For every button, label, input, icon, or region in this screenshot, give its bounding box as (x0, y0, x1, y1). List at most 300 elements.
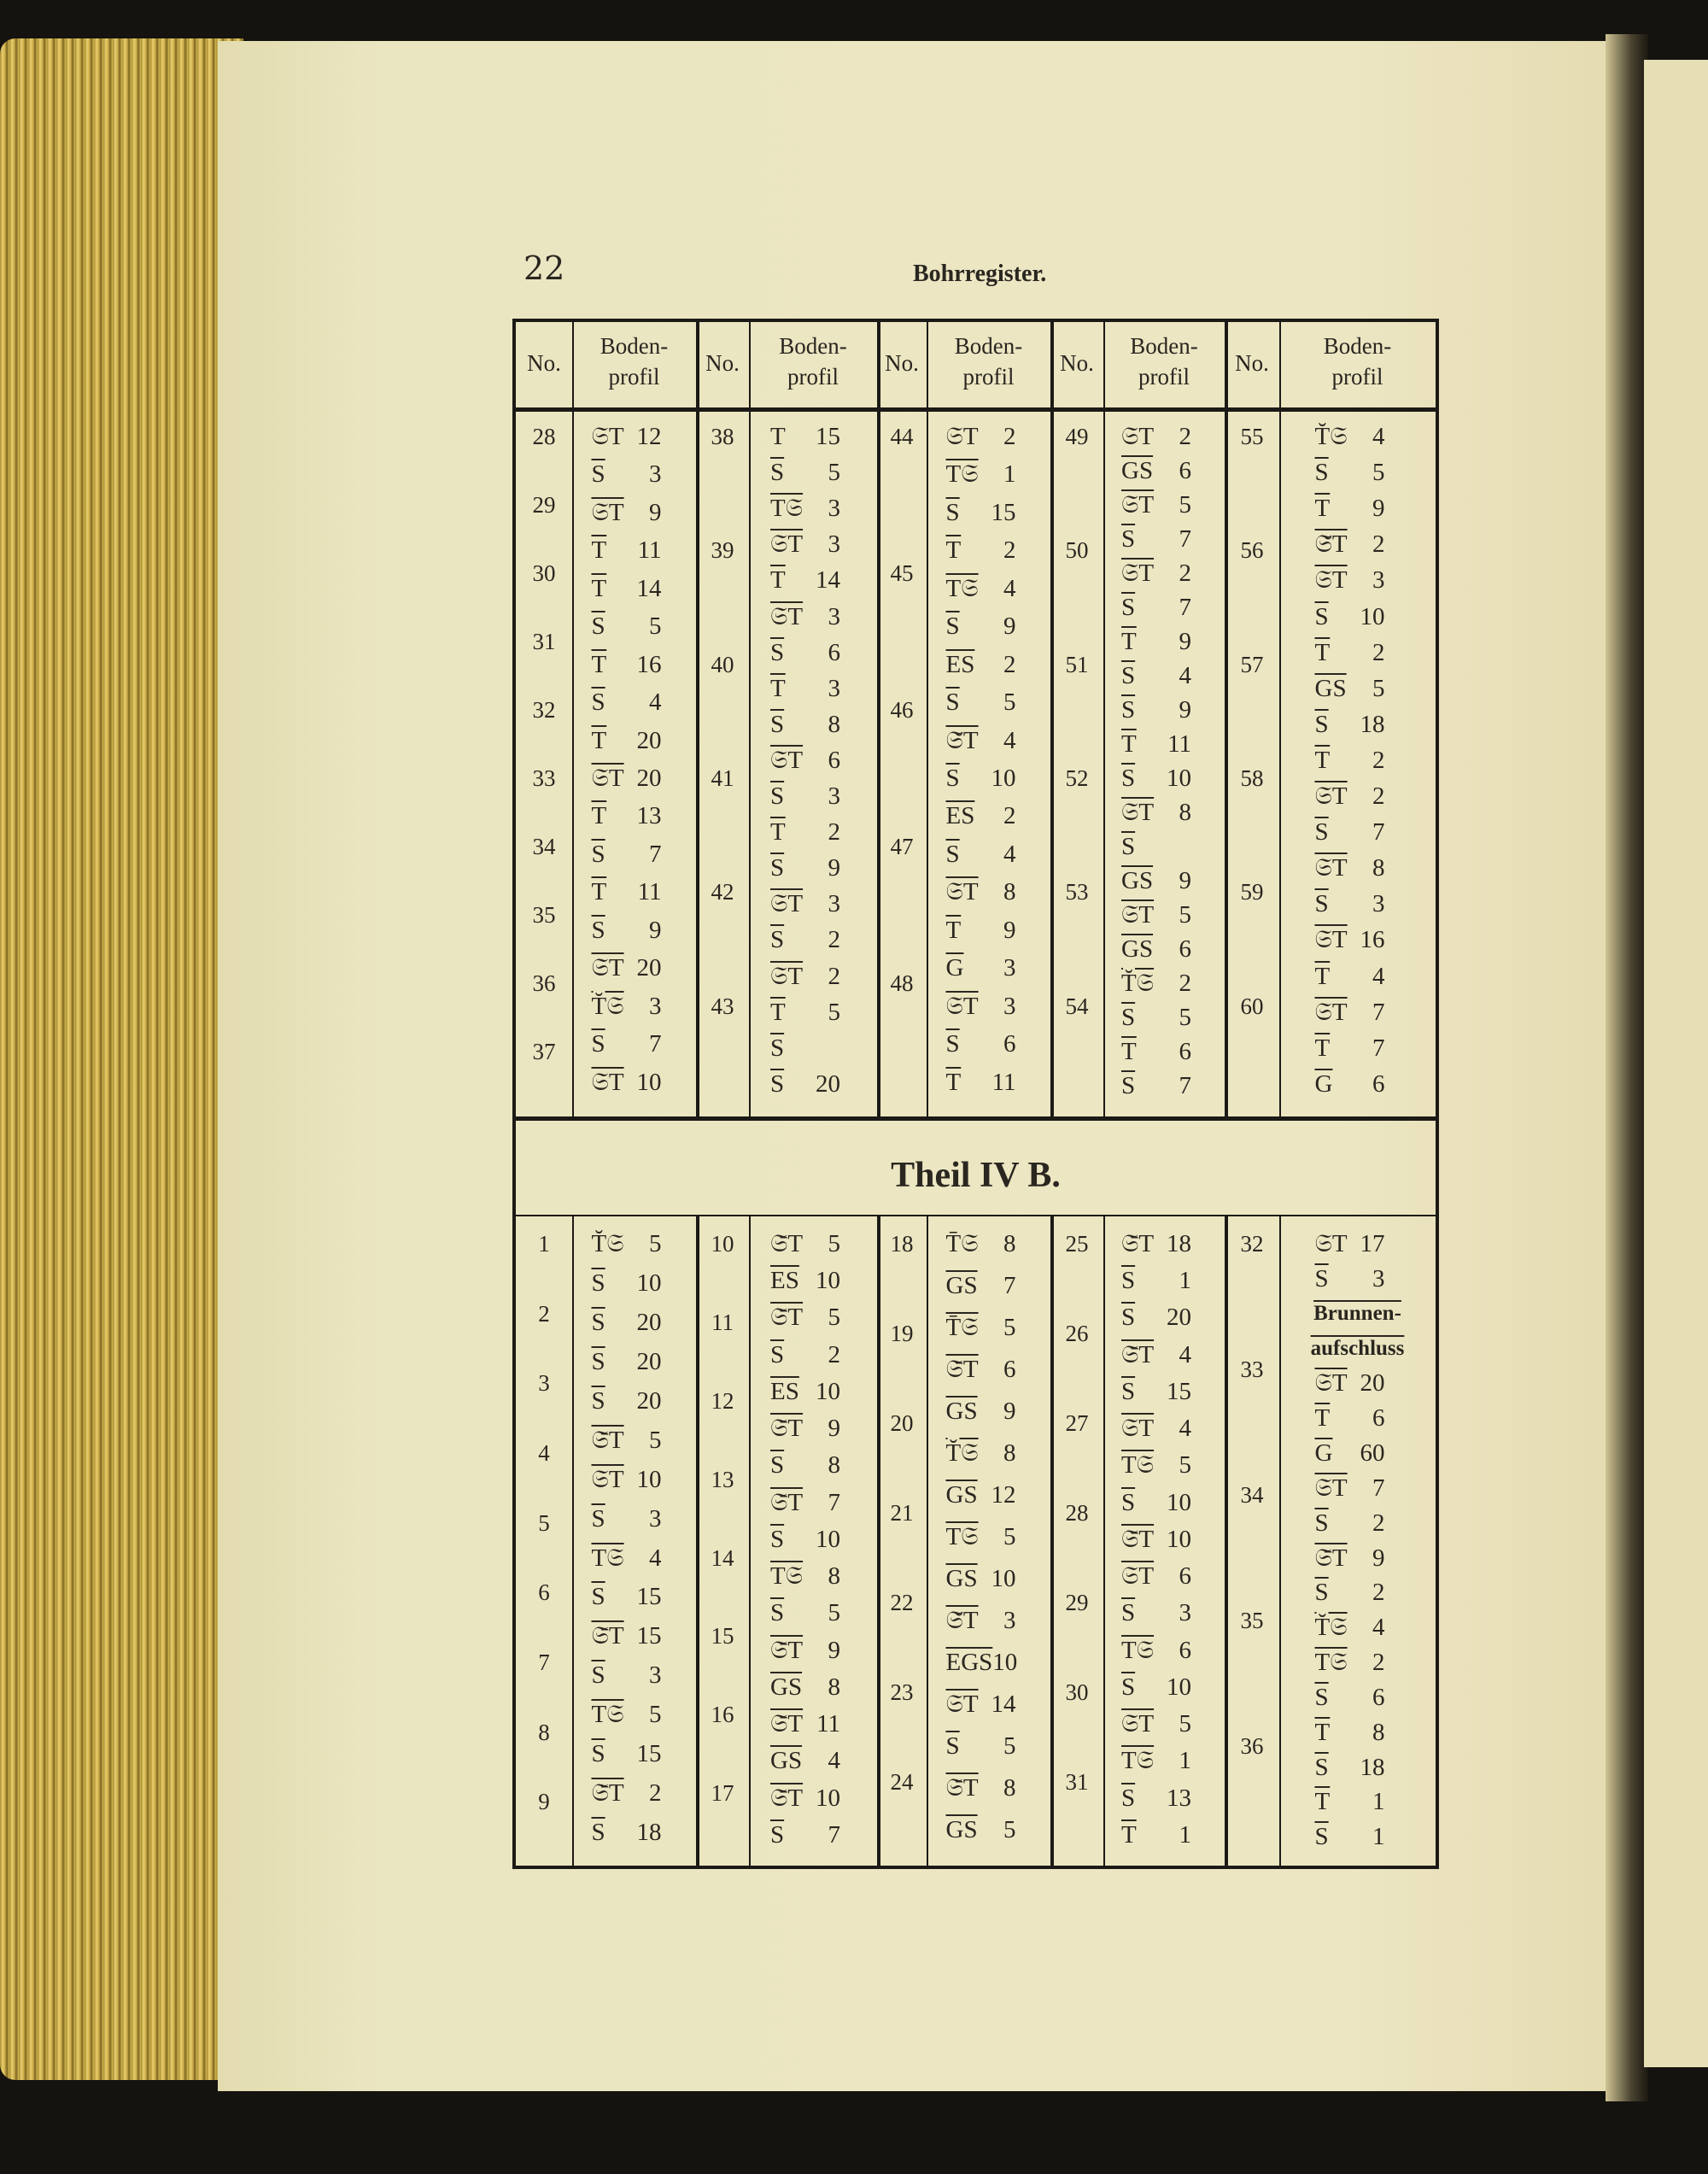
profil-line (1121, 1228, 1191, 1260)
profil-line (946, 762, 1016, 794)
profil-depth: 2 (1372, 1579, 1385, 1607)
profil-depth: 5 (1179, 1004, 1191, 1031)
bohrung-no: 36 (1240, 1733, 1264, 1759)
profil-layer: $\overline{S}$ (1121, 594, 1136, 621)
profil-layer: T̆𝔖 (1314, 1614, 1348, 1642)
profil-layer: $\overline{T}$ (591, 802, 607, 830)
profil-line (1315, 456, 1385, 489)
profil-depth: 9 (1372, 1544, 1385, 1572)
bohrung-no: 20 (890, 1410, 914, 1436)
profil-line (592, 800, 662, 832)
profil-line (770, 456, 840, 489)
profil-layer: 𝔖T (770, 530, 804, 559)
profil-layer: $\overline{T}$ (1314, 1404, 1331, 1433)
profil-line (946, 914, 1016, 946)
profil-depth: 10 (816, 1267, 840, 1295)
profil-layer: 𝔖̄T (1314, 1544, 1348, 1572)
profil-depth: 9 (1003, 612, 1016, 641)
profil-line (1121, 1486, 1191, 1519)
profil-layer: $\overline{S}$ (591, 460, 605, 489)
bohrung-no: 16 (711, 1702, 734, 1728)
header-rule (516, 407, 1436, 412)
bohrung-no: 36 (532, 970, 556, 996)
profil-layer: 𝔖T (591, 954, 624, 982)
profil-line (1315, 1507, 1385, 1539)
profil-line (770, 1412, 840, 1444)
profil-layer: T𝔖 (591, 1701, 624, 1729)
profil-line (946, 952, 1016, 984)
profil-depth: 10 (816, 1377, 840, 1405)
profil-layer: $\overline{T}$ (1314, 495, 1331, 523)
profil-layer: 𝔖T (1314, 998, 1348, 1026)
profil-depth: 8 (1003, 1774, 1016, 1802)
profil-depth: 8 (1179, 799, 1191, 826)
profil-line (770, 816, 840, 848)
profil-line (1121, 1264, 1191, 1297)
book-gutter (1606, 34, 1648, 2101)
profil-depth: 18 (1360, 710, 1385, 738)
profil-depth: 5 (1179, 491, 1191, 519)
profil-depth: 5 (649, 612, 662, 641)
group-divider-top (696, 322, 699, 1116)
profil-layer: 𝔖T (1314, 782, 1348, 811)
bohrung-no: 55 (1240, 424, 1264, 449)
profil-depth: 7 (1003, 1272, 1016, 1299)
profil-line (592, 1737, 662, 1770)
col-divider-top (749, 322, 751, 1116)
profil-layer: T̄𝔖 (945, 1314, 979, 1341)
profil-depth: 9 (649, 498, 662, 526)
profil-depth: 20 (636, 1347, 662, 1375)
profil-depth: 3 (649, 1661, 662, 1690)
profil-depth: 4 (1372, 1614, 1385, 1642)
profil-depth: 5 (1372, 674, 1385, 702)
profil-depth: 2 (828, 1340, 840, 1368)
bohrung-no: 11 (711, 1309, 734, 1335)
profil-layer: 𝔖T (1121, 1710, 1155, 1738)
profil-layer: T𝔖 (945, 1523, 979, 1550)
profil-depth: 1 (1179, 1747, 1191, 1775)
profil-depth: 5 (828, 998, 840, 1026)
bohrung-no: 22 (890, 1590, 914, 1615)
profil-depth: 8 (1003, 1230, 1016, 1257)
bohrung-no: 21 (890, 1500, 914, 1526)
profil-layer: T (770, 423, 786, 450)
profil-layer: 𝔖̄T (1121, 1230, 1155, 1257)
facing-page-edge (1644, 60, 1708, 2067)
profil-layer: $\overline{S}$ (591, 1583, 605, 1611)
profil-line (1315, 1032, 1385, 1064)
profil-depth: 5 (1003, 1523, 1016, 1550)
profil-line (770, 1228, 840, 1260)
bohrung-no: 34 (532, 834, 556, 859)
profil-line (770, 744, 840, 776)
profil-depth: 10 (1360, 602, 1385, 630)
profil-depth: 10 (992, 1649, 1018, 1676)
profil-line (1315, 1402, 1385, 1434)
profil-layer: $\overline{G}$ (1314, 1069, 1333, 1098)
profil-layer: $\overline{S}$ (591, 1661, 605, 1690)
profil-layer: $\overline{S}$ (591, 1269, 605, 1297)
profil-depth: 8 (828, 1451, 840, 1480)
profil-layer: 𝔖T (591, 498, 624, 526)
bohrung-no: 18 (890, 1231, 914, 1257)
profil-depth: 1 (1372, 1823, 1385, 1851)
profil-depth: 18 (1360, 1753, 1385, 1781)
profil-layer: $\overline{T}$ (1121, 628, 1137, 655)
bohrung-no: 8 (538, 1719, 550, 1745)
profil-line (946, 1479, 1016, 1511)
profil-layer: $\overline{ES}$ (770, 1377, 799, 1405)
group-divider-bottom (1225, 1215, 1228, 1866)
profil-depth: 5 (1003, 689, 1016, 717)
profil-layer: $\overline{T}$ (1314, 1788, 1331, 1816)
profil-depth: 2 (1372, 782, 1385, 811)
profil-layer: $\overline{S}$ (945, 1732, 960, 1760)
profil-line (1121, 967, 1191, 999)
bohrung-no: 28 (1065, 1500, 1089, 1526)
profil-layer: $\overline{T}$ (591, 574, 607, 602)
bohrung-no: 60 (1240, 993, 1264, 1019)
profil-line (1315, 780, 1385, 812)
profil-depth: 2 (1179, 970, 1191, 997)
profil-line (1315, 816, 1385, 848)
profil-depth: 2 (1003, 802, 1016, 830)
profil-depth: 10 (636, 1269, 662, 1297)
profil-layer: $\overline{S}$ (1314, 818, 1329, 847)
profil-layer: $\overline{S}$ (1121, 1267, 1136, 1295)
profil-depth: 15 (1167, 1377, 1191, 1405)
bohrung-no: 15 (711, 1623, 734, 1650)
profil-layer: T̆𝔖 (591, 992, 624, 1020)
profil-depth: 6 (1372, 1069, 1385, 1098)
profil-depth: 6 (1179, 457, 1191, 484)
profil-depth: 10 (636, 1068, 662, 1096)
profil-line (1121, 830, 1191, 863)
profil-layer: 𝔖T (770, 602, 804, 630)
profil-layer: $\overline{S}$ (591, 1740, 605, 1768)
profil-line (1121, 1708, 1191, 1740)
profil-line (770, 492, 840, 524)
group-divider-top (1050, 322, 1054, 1116)
bohrung-no: 10 (711, 1231, 734, 1257)
group-divider-bottom (877, 1215, 880, 1866)
profil-depth: 4 (1179, 662, 1191, 689)
profil-depth: 8 (1372, 854, 1385, 882)
bohrung-no: 2 (538, 1300, 550, 1327)
profil-layer: 𝔖T (770, 746, 804, 774)
profil-layer: $\overline{S}$ (770, 1034, 785, 1062)
profil-line (1121, 420, 1191, 453)
profil-layer: $\overline{S}$ (591, 1030, 605, 1058)
profil-layer: 𝔖T (591, 423, 624, 450)
bohrung-no: 17 (711, 1780, 734, 1807)
profil-layer: $\overline{S}$ (770, 710, 785, 738)
profil-line (770, 1339, 840, 1371)
profil-layer: $\overline{S}$ (1314, 1509, 1329, 1537)
profil-line (592, 1777, 662, 1809)
bohrung-no: 9 (538, 1789, 550, 1815)
profil-layer: 𝔖̄T (770, 1710, 804, 1738)
profil-depth: 9 (828, 854, 840, 882)
profil-line (1121, 1449, 1191, 1481)
profil-line (592, 1620, 662, 1652)
profil-depth: 6 (1179, 1562, 1191, 1591)
profil-line (770, 852, 840, 884)
col-divider-bottom (927, 1215, 928, 1866)
profil-layer: $\overline{T}$ (1314, 746, 1331, 774)
profil-depth: 6 (1003, 1030, 1016, 1058)
profil-layer: $\overline{S}$ (1121, 1673, 1136, 1701)
profil-layer: $\overline{GS}$ (945, 1481, 978, 1509)
profil-line (946, 1269, 1016, 1302)
profil-depth: 4 (1003, 574, 1016, 602)
profil-line (770, 1301, 840, 1333)
bohrung-no: 30 (532, 560, 556, 586)
profil-depth: 2 (1179, 560, 1191, 587)
profil-line (770, 1449, 840, 1481)
bohrung-no: 58 (1240, 765, 1264, 791)
profil-line (1315, 1576, 1385, 1609)
profil-line (770, 1819, 840, 1851)
profil-depth: 10 (991, 1565, 1016, 1592)
bohrung-no: 45 (890, 560, 914, 586)
profil-layer: 𝔖̄T (770, 1230, 804, 1257)
profil-depth: 5 (828, 459, 840, 487)
profil-line (1315, 1751, 1385, 1784)
profil-line (1315, 601, 1385, 633)
bohrung-no: 25 (1065, 1231, 1089, 1257)
profil-depth: 11 (816, 1710, 840, 1738)
profil-line (592, 1816, 662, 1849)
header-bodenprofil: Boden- profil (779, 333, 847, 390)
bohrung-no: 13 (711, 1466, 734, 1492)
profil-layer: 𝔖̄T (945, 1774, 979, 1802)
bohrung-no: 41 (711, 765, 734, 791)
group-divider-bottom (696, 1215, 699, 1866)
profil-depth: 10 (991, 765, 1016, 792)
profil-layer: $\overline{S}$ (1314, 710, 1329, 738)
profil-depth: 12 (991, 1481, 1016, 1509)
bohrung-no: 30 (1065, 1679, 1089, 1705)
profil-line (592, 1267, 662, 1299)
profil-depth: 2 (1179, 423, 1191, 450)
profil-line (1121, 659, 1191, 692)
bohrung-no: 51 (1065, 651, 1089, 677)
profil-depth: 3 (1372, 1264, 1385, 1292)
profil-depth: 4 (1003, 840, 1016, 868)
profil-line (1315, 636, 1385, 669)
profil-line (592, 572, 662, 605)
profil-line (592, 610, 662, 642)
profil-line (1315, 1611, 1385, 1644)
section-title: Theil IV B. (891, 1156, 1061, 1195)
profil-depth: 8 (1003, 1439, 1016, 1467)
profil-line (770, 888, 840, 920)
profil-line (770, 564, 840, 596)
bohrung-no: 7 (538, 1650, 550, 1675)
profil-line (1315, 852, 1385, 884)
profil-line (946, 838, 1016, 870)
header-bodenprofil: Boden- profil (600, 333, 669, 390)
profil-line (770, 1671, 840, 1703)
profil-line (1315, 708, 1385, 741)
profil-line (1315, 1472, 1385, 1504)
profil-depth: 7 (649, 1030, 662, 1058)
profil-line (770, 1032, 840, 1064)
profil-depth: 16 (1360, 926, 1385, 954)
profil-depth: 12 (636, 423, 662, 450)
profil-depth: 9 (1003, 1398, 1016, 1425)
header-no: No. (705, 350, 740, 376)
profil-line (592, 1424, 662, 1456)
profil-depth: 2 (1372, 530, 1385, 559)
profil-depth: 9 (1179, 867, 1191, 894)
profil-depth: 5 (1003, 1732, 1016, 1760)
profil-line (1121, 625, 1191, 658)
header-no: No. (1060, 350, 1094, 376)
profil-line (592, 1028, 662, 1060)
profil-layer: $\overline{S}$ (1121, 765, 1136, 792)
profil-depth: 5 (1179, 901, 1191, 929)
profil-line (1121, 694, 1191, 726)
profil-depth: 14 (636, 574, 662, 602)
col-divider-top (1279, 322, 1281, 1116)
section-rule-bottom (516, 1215, 1436, 1216)
profil-line (1121, 899, 1191, 931)
profil-line (592, 1503, 662, 1535)
profil-layer: $\overline{GS}$ (770, 1673, 803, 1701)
bohrung-no: 29 (1065, 1590, 1089, 1615)
profil-layer: $\overline{T}$ (1121, 730, 1137, 758)
profil-layer: $\overline{S}$ (945, 1030, 960, 1058)
profil-depth: 9 (1179, 628, 1191, 655)
profil-depth: 6 (828, 638, 840, 666)
profil-depth: 7 (1179, 594, 1191, 621)
profil-depth: 2 (828, 926, 840, 954)
profil-line (1315, 744, 1385, 776)
profil-depth: 5 (649, 1230, 662, 1257)
profil-line (1315, 1263, 1385, 1295)
profil-line (1121, 489, 1191, 521)
profil-depth: 2 (1372, 1649, 1385, 1676)
profil-depth: 5 (1179, 1451, 1191, 1480)
profil-line (1121, 796, 1191, 829)
profil-depth: 2 (1003, 423, 1016, 450)
profil-layer: $\overline{ES}$ (945, 650, 975, 678)
profil-layer: T𝔖 (945, 574, 979, 602)
profil-layer: T̆𝔖 (591, 1230, 624, 1257)
bohrregister-table (512, 319, 1439, 1869)
profil-depth: 3 (828, 674, 840, 702)
profil-layer: $\overline{T}$ (1314, 1718, 1331, 1746)
profil-layer: $\overline{GS}$ (1121, 935, 1154, 963)
profil-layer: 𝔖̄T (770, 1636, 804, 1664)
profil-line (770, 672, 840, 705)
profil-line (592, 724, 662, 757)
profil-layer: 𝔖̄T (591, 1622, 624, 1650)
profil-depth: 20 (636, 954, 662, 982)
profil-layer: $\overline{S}$ (1121, 1488, 1136, 1516)
profil-layer: 𝔖T (1121, 491, 1155, 519)
profil-line (1121, 1671, 1191, 1703)
profil-depth: 10 (1167, 1488, 1191, 1516)
profil-line (1121, 1412, 1191, 1444)
profil-layer: 𝔖T (1121, 1415, 1155, 1443)
bohrung-no: 26 (1065, 1321, 1089, 1346)
profil-layer: $\overline{S}$ (770, 782, 785, 811)
col-divider-top (572, 322, 574, 1116)
profil-layer: $\overline{G}$ (1314, 1439, 1333, 1467)
profil-line (946, 1353, 1016, 1386)
profil-line (946, 534, 1016, 566)
profil-layer: $\overline{GS}$ (1121, 867, 1154, 894)
profil-layer: $\overline{S}$ (770, 926, 785, 954)
profil-layer: $\overline{S}$ (1121, 1304, 1136, 1332)
profil-depth: 2 (1003, 536, 1016, 565)
bohrung-no: 52 (1065, 765, 1089, 791)
profil-line (1121, 1375, 1191, 1408)
profil-layer: 𝔖T (1121, 799, 1155, 826)
profil-depth: 3 (1372, 566, 1385, 595)
profil-layer: 𝔖T (770, 890, 804, 918)
profil-layer: 𝔖̄T (591, 1426, 624, 1454)
profil-layer: $\overline{T}$ (770, 818, 786, 847)
profil-depth: 20 (1167, 1304, 1191, 1332)
profil-line (770, 1375, 840, 1408)
bohrung-no: 23 (890, 1679, 914, 1705)
profil-line (946, 610, 1016, 642)
profil-line (1315, 1681, 1385, 1714)
profil-line (592, 1659, 662, 1691)
profil-line (1121, 1597, 1191, 1629)
profil-layer: 𝔖̄T (1121, 1340, 1155, 1368)
bohrung-no: 59 (1240, 879, 1264, 905)
profil-depth: 5 (828, 1230, 840, 1257)
profil-depth: 7 (1179, 525, 1191, 553)
profil-line (770, 1560, 840, 1592)
profil-layer: 𝔖T (1314, 854, 1348, 882)
profil-depth: 7 (1372, 1034, 1385, 1062)
bohrung-no: 32 (1240, 1231, 1264, 1257)
profil-layer: $\overline{G}$ (945, 954, 964, 982)
profil-line (770, 420, 840, 453)
profil-line (592, 990, 662, 1023)
profil-line (1121, 1782, 1191, 1814)
profil-depth: 11 (991, 1068, 1016, 1096)
bohrung-no: 3 (538, 1370, 550, 1397)
profil-layer: $\overline{S}$ (770, 1525, 785, 1553)
profil-depth: 9 (649, 916, 662, 944)
profil-line (770, 923, 840, 956)
profil-depth: 7 (1179, 1072, 1191, 1099)
profil-layer: $\overline{S}$ (1314, 1683, 1329, 1711)
profil-line (1315, 672, 1385, 705)
profil-depth: 5 (1179, 1710, 1191, 1738)
profil-layer: $\overline{T}$ (1121, 1820, 1137, 1849)
profil-layer: $\overline{T}$ (591, 878, 607, 906)
profil-line (770, 1264, 840, 1297)
profil-layer: 𝔖T (1121, 560, 1155, 587)
profil-depth: 17 (1360, 1230, 1385, 1257)
col-divider-top (927, 322, 928, 1116)
profil-line (592, 686, 662, 718)
profil-depth: 14 (991, 1691, 1016, 1718)
profil-line (1121, 523, 1191, 555)
profil-layer: 𝔖̄T (591, 1779, 624, 1808)
profil-layer: $\overline{T}$ (1314, 962, 1331, 990)
profil-layer: $\overline{T}$ (945, 1068, 962, 1096)
